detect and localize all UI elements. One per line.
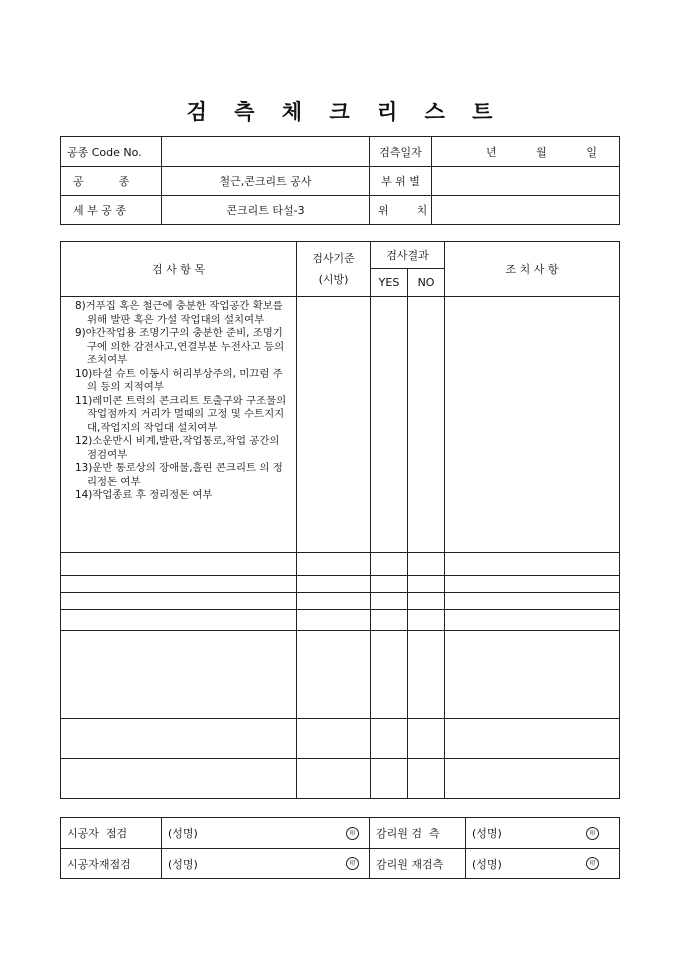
empty-cell[interactable]	[408, 610, 445, 631]
location-value[interactable]	[432, 196, 620, 225]
empty-cell[interactable]	[408, 576, 445, 593]
detail-label: 세 부 공 종	[61, 196, 162, 225]
detail-value[interactable]: 콘크리트 타설-3	[162, 196, 370, 225]
empty-cell[interactable]	[371, 719, 408, 759]
checklist-items-cell	[61, 297, 297, 553]
empty-cell[interactable]	[61, 593, 297, 610]
empty-cell[interactable]	[297, 759, 371, 799]
name-label: (성명)	[472, 827, 502, 840]
criteria-line1: 검사기준	[312, 252, 355, 265]
seal-icon: 印	[346, 827, 359, 840]
location-label: 위 치	[370, 196, 432, 225]
empty-cell[interactable]	[371, 610, 408, 631]
empty-cell[interactable]	[61, 610, 297, 631]
empty-cell[interactable]	[61, 759, 297, 799]
supervisor-recheck-label: 감리원 재검측	[370, 849, 466, 879]
contractor-check-sign[interactable]	[162, 818, 370, 849]
part-label: 부 위 별	[370, 167, 432, 196]
date-value[interactable]	[432, 137, 620, 167]
name-label: (성명)	[168, 827, 198, 840]
work-type-value[interactable]: 철근,콘크리트 공사	[162, 167, 370, 196]
name-label: (성명)	[472, 857, 502, 871]
date-label: 검측일자	[370, 137, 432, 167]
signature-table	[60, 817, 620, 879]
name-label: (성명)	[168, 857, 198, 871]
seal-icon: 印	[586, 857, 599, 870]
empty-cell[interactable]	[445, 610, 620, 631]
empty-cell[interactable]	[297, 631, 371, 719]
empty-cell[interactable]	[371, 593, 408, 610]
criteria-cell[interactable]	[297, 297, 371, 553]
list-item: 13)운반 통로상의 장애물,흘린 콘크리트 의 정리정돈 여부	[75, 462, 283, 488]
part-value[interactable]	[432, 167, 620, 196]
list-item: 14)작업종료 후 정리정돈 여부	[75, 489, 213, 501]
list-item: 10)타설 슈트 이동시 허리부상주의, 미끄럼 주의 등의 지적여부	[75, 367, 283, 393]
empty-cell[interactable]	[445, 631, 620, 719]
info-table	[60, 136, 620, 225]
supervisor-check-label: 감리원 검 측	[370, 818, 466, 849]
date-day-label: 일	[586, 145, 597, 159]
contractor-recheck-sign[interactable]	[162, 849, 370, 879]
empty-cell[interactable]	[297, 576, 371, 593]
empty-cell[interactable]	[61, 576, 297, 593]
no-cell[interactable]	[408, 297, 445, 553]
empty-cell[interactable]	[297, 610, 371, 631]
seal-icon: 印	[586, 827, 599, 840]
table-row	[61, 719, 620, 759]
col-header-action: 조 치 사 항	[445, 242, 620, 297]
empty-cell[interactable]	[61, 631, 297, 719]
seal-icon: 印	[346, 857, 359, 870]
list-item: 8)거푸집 혹은 철근에 충분한 작업공간 확보를 위해 발판 혹은 가설 작업대의 설치여부	[75, 300, 283, 326]
empty-cell[interactable]	[371, 576, 408, 593]
empty-cell[interactable]	[445, 719, 620, 759]
empty-cell[interactable]	[445, 576, 620, 593]
col-header-result: 검사결과	[371, 242, 445, 269]
table-row	[61, 631, 620, 719]
empty-cell[interactable]	[371, 759, 408, 799]
supervisor-recheck-sign[interactable]	[466, 849, 620, 879]
empty-cell[interactable]	[61, 553, 297, 576]
table-row	[61, 759, 620, 799]
table-row	[61, 553, 620, 576]
criteria-line2: (시방)	[318, 273, 349, 286]
empty-cell[interactable]	[297, 553, 371, 576]
empty-cell[interactable]	[408, 593, 445, 610]
table-row	[61, 610, 620, 631]
work-type-label: 공 종	[61, 167, 162, 196]
col-header-yes: YES	[371, 269, 408, 297]
contractor-check-label: 시공자 점검	[61, 818, 162, 849]
empty-cell[interactable]	[445, 759, 620, 799]
list-item: 11)레미콘 트럭의 콘크리트 토출구와 구조물의 작업점까지 거리가 멀때의 고정 및 수트지지대,작업지의 작업대 설치여부	[75, 394, 287, 434]
yes-cell[interactable]	[371, 297, 408, 553]
empty-cell[interactable]	[408, 719, 445, 759]
empty-cell[interactable]	[445, 553, 620, 576]
empty-cell[interactable]	[408, 553, 445, 576]
action-cell[interactable]	[445, 297, 620, 553]
supervisor-check-sign[interactable]	[466, 818, 620, 849]
empty-cell[interactable]	[297, 593, 371, 610]
col-header-no: NO	[408, 269, 445, 297]
empty-cell[interactable]	[371, 553, 408, 576]
col-header-criteria	[297, 242, 371, 297]
col-header-items: 검 사 항 목	[61, 242, 297, 297]
contractor-recheck-label: 시공자재점검	[61, 849, 162, 879]
empty-cell[interactable]	[445, 593, 620, 610]
table-row	[61, 576, 620, 593]
list-item: 9)야간작업용 조명기구의 충분한 준비, 조명기구에 의한 감전사고,연결부분 누전사고 등의 조치여부	[75, 327, 285, 366]
empty-cell[interactable]	[371, 631, 408, 719]
empty-cell[interactable]	[408, 631, 445, 719]
code-value[interactable]	[162, 137, 370, 167]
date-month-label: 월	[536, 145, 547, 159]
table-row	[61, 593, 620, 610]
empty-cell[interactable]	[61, 719, 297, 759]
list-item: 12)소운반시 비계,발판,작업통로,작업 공간의 점검여부	[75, 435, 280, 461]
empty-cell[interactable]	[408, 759, 445, 799]
empty-cell[interactable]	[297, 719, 371, 759]
checklist-table	[60, 241, 620, 799]
page-title: 검 측 체 크 리 스 트	[186, 99, 494, 124]
date-year-label: 년	[486, 145, 497, 159]
code-label: 공종 Code No.	[61, 137, 162, 167]
